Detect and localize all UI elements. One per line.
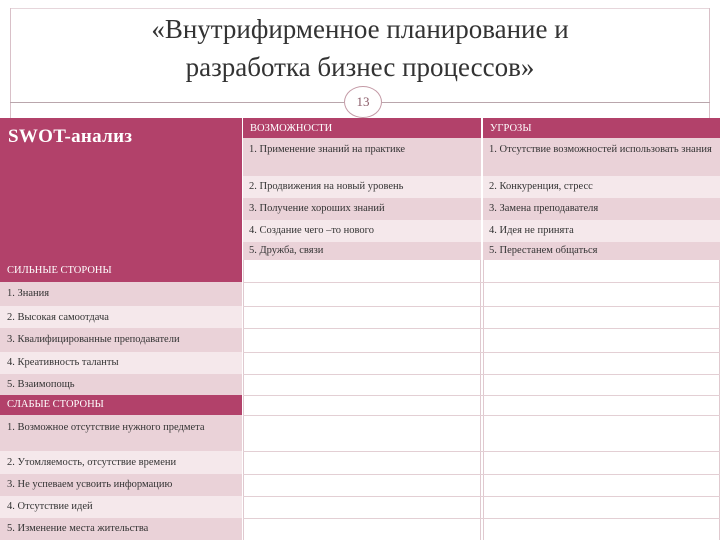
grid-line [243,352,720,353]
weakness-item: 2. Утомляемость, отсутствие времени [0,451,242,474]
grid-line [243,474,720,475]
threats-header: УГРОЗЫ [483,118,720,138]
threat-item: 4. Идея не принята [483,220,720,242]
grid-line [243,374,720,375]
weakness-item: 3. Не успеваем усвоить информацию [0,474,242,496]
weakness-item: 4. Отсутствие идей [0,496,242,518]
weakness-item: 1. Возможное отсутствие нужного предмета [0,415,242,451]
opportunity-item: 4. Создание чего –то нового [243,220,481,242]
strength-item: 1. Знания [0,282,242,306]
threat-item: 3. Замена преподавателя [483,198,720,220]
threats-empty-area [483,260,720,540]
swot-left-column [0,118,242,540]
swot-corner-label: SWOT-анализ [8,126,133,147]
strength-item: 2. Высокая самоотдача [0,306,242,328]
title-frame-top [10,8,710,9]
strength-item: 5. Взаимопощь [0,374,242,395]
swot-corner-cell [0,118,242,260]
slide-title [0,10,720,86]
grid-line [243,415,720,416]
threats-column [483,118,720,540]
opportunities-column [243,118,481,540]
strength-item: 3. Квалифицированные преподаватели [0,328,242,352]
opportunity-item: 3. Получение хороших знаний [243,198,481,220]
threat-item: 5. Перестанем общаться [483,242,720,260]
grid-line [243,518,720,519]
slide-title-line2: разработка бизнес процессов» [185,52,535,82]
page-number-badge: 13 [344,86,382,118]
grid-line [243,328,720,329]
opportunities-header: ВОЗМОЖНОСТИ [243,118,481,138]
grid-line [243,282,720,283]
title-divider-left [10,102,344,103]
threat-item: 1. Отсутствие возможностей использовать знания [483,138,720,176]
opportunities-empty-area [243,260,481,540]
grid-line [243,496,720,497]
opportunity-item: 1. Применение знаний на практике [243,138,481,176]
title-divider-right [382,102,710,103]
opportunity-item: 5. Дружба, связи [243,242,481,260]
opportunity-item: 2. Продвижения на новый уровень [243,176,481,198]
swot-table [0,118,720,540]
grid-line [243,395,720,396]
strengths-header: СИЛЬНЫЕ СТОРОНЫ [0,260,242,282]
threat-item: 2. Конкуренция, стресс [483,176,720,198]
grid-line [243,306,720,307]
strength-item: 4. Креативность таланты [0,352,242,374]
weaknesses-header: СЛАБЫЕ СТОРОНЫ [0,395,242,415]
weakness-item: 5. Изменение места жительства [0,518,242,540]
grid-line [243,451,720,452]
slide-title-line1: «Внутрифирменное планирование и [151,14,569,44]
